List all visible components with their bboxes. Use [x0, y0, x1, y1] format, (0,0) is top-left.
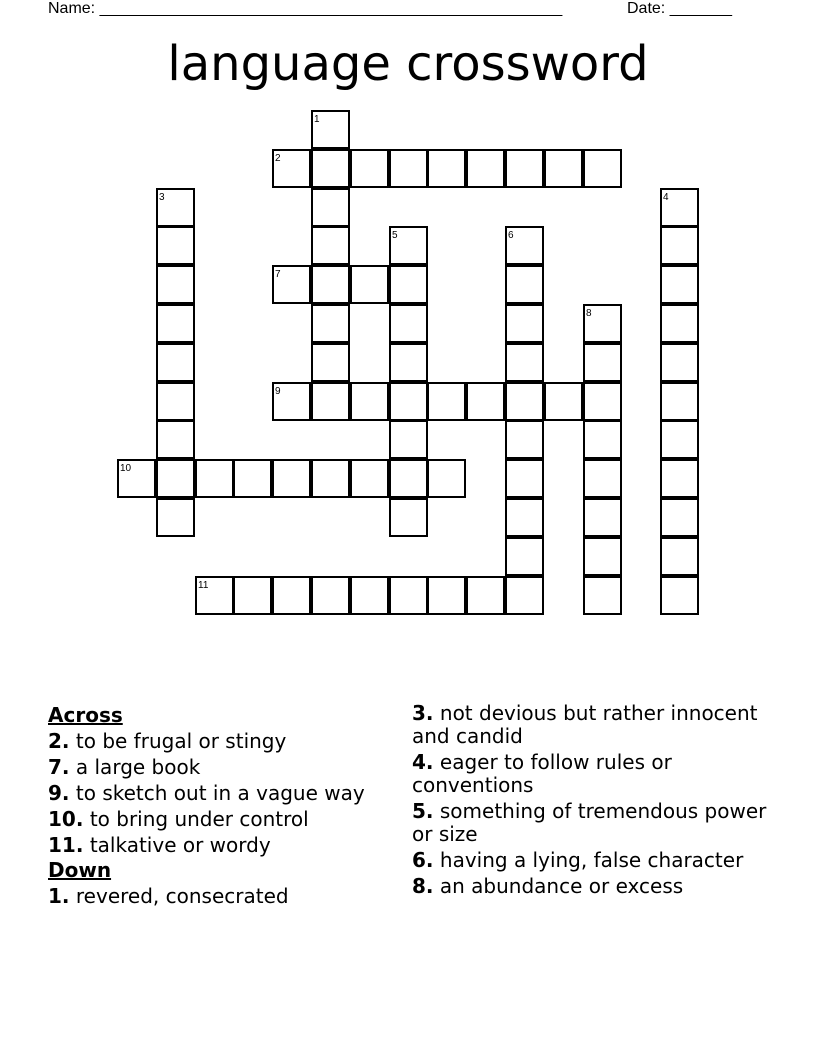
clue-number-label: 1 [314, 114, 320, 125]
crossword-cell[interactable] [583, 304, 622, 343]
crossword-cell[interactable] [156, 420, 195, 459]
crossword-cell[interactable] [466, 149, 505, 188]
name-field[interactable]: Name: ____________________________________________________ [48, 0, 563, 17]
clue-across-10: 10. to bring under control [48, 807, 309, 831]
crossword-cell[interactable] [583, 459, 622, 498]
clue-across-9: 9. to sketch out in a vague way [48, 781, 365, 805]
crossword-cell[interactable] [311, 459, 350, 498]
clue-down-6: 6. having a lying, false character [412, 848, 744, 872]
crossword-cell[interactable] [156, 265, 195, 304]
crossword-cell[interactable] [389, 304, 428, 343]
crossword-cell[interactable] [583, 498, 622, 537]
crossword-cell[interactable] [505, 382, 544, 421]
crossword-cell[interactable] [583, 343, 622, 382]
crossword-cell[interactable] [427, 576, 466, 615]
crossword-cell[interactable] [272, 459, 311, 498]
crossword-cell[interactable] [350, 382, 389, 421]
crossword-cell[interactable] [272, 265, 311, 304]
crossword-cell[interactable] [505, 576, 544, 615]
crossword-cell[interactable] [195, 459, 234, 498]
crossword-cell[interactable] [505, 537, 544, 576]
clue-number-label: 10 [120, 463, 132, 474]
crossword-cell[interactable] [544, 382, 583, 421]
clue-number-label: 3 [159, 192, 165, 203]
crossword-cell[interactable] [389, 459, 428, 498]
crossword-cell[interactable] [660, 537, 699, 576]
crossword-cell[interactable] [583, 382, 622, 421]
crossword-cell[interactable] [660, 265, 699, 304]
crossword-cell[interactable] [660, 382, 699, 421]
crossword-cell[interactable] [272, 149, 311, 188]
crossword-cell[interactable] [389, 498, 428, 537]
crossword-cell[interactable] [389, 265, 428, 304]
crossword-cell[interactable] [583, 149, 622, 188]
crossword-cell[interactable] [583, 537, 622, 576]
crossword-cell[interactable] [660, 459, 699, 498]
crossword-cell[interactable] [156, 343, 195, 382]
across-heading: Across [48, 703, 123, 727]
crossword-cell[interactable] [660, 498, 699, 537]
crossword-cell[interactable] [389, 226, 428, 265]
crossword-cell[interactable] [156, 226, 195, 265]
crossword-cell[interactable] [466, 576, 505, 615]
crossword-cell[interactable] [466, 382, 505, 421]
crossword-cell[interactable] [389, 420, 428, 459]
crossword-cell[interactable] [156, 459, 195, 498]
crossword-cell[interactable] [156, 498, 195, 537]
clue-across-2: 2. to be frugal or stingy [48, 729, 287, 753]
crossword-cell[interactable] [505, 149, 544, 188]
crossword-cell[interactable] [272, 382, 311, 421]
date-field[interactable]: Date: _______ [627, 0, 732, 17]
crossword-cell[interactable] [544, 149, 583, 188]
clue-number-label: 2 [275, 153, 281, 164]
clue-across-7: 7. a large book [48, 755, 201, 779]
clue-number-label: 6 [508, 230, 514, 241]
crossword-cell[interactable] [272, 576, 311, 615]
crossword-cell[interactable] [505, 265, 544, 304]
crossword-cell[interactable] [660, 226, 699, 265]
crossword-cell[interactable] [117, 459, 156, 498]
crossword-cell[interactable] [660, 304, 699, 343]
crossword-cell[interactable] [389, 149, 428, 188]
clue-across-11: 11. talkative or wordy [48, 833, 271, 857]
crossword-cell[interactable] [311, 188, 350, 227]
crossword-cell[interactable] [505, 304, 544, 343]
crossword-cell[interactable] [427, 382, 466, 421]
clue-number-label: 11 [198, 580, 209, 591]
clue-number-label: 9 [275, 386, 281, 397]
crossword-cell[interactable] [505, 420, 544, 459]
crossword-cell[interactable] [660, 188, 699, 227]
crossword-cell[interactable] [156, 304, 195, 343]
clue-number-label: 4 [663, 192, 669, 203]
clue-down-1: 1. revered, consecrated [48, 884, 289, 908]
crossword-cell[interactable] [505, 343, 544, 382]
crossword-cell[interactable] [505, 459, 544, 498]
crossword-cell[interactable] [505, 226, 544, 265]
clue-list-right [412, 702, 782, 898]
clue-down-3: 3. not devious but rather innocent and candid [412, 701, 758, 748]
crossword-cell[interactable] [233, 576, 272, 615]
crossword-cell[interactable] [311, 110, 350, 149]
clue-number-label: 8 [586, 308, 592, 319]
down-heading: Down [48, 858, 112, 882]
crossword-cell[interactable] [311, 576, 350, 615]
crossword-cell[interactable] [505, 498, 544, 537]
clue-number-label: 7 [275, 269, 281, 280]
clue-list-left [48, 702, 398, 908]
crossword-cell[interactable] [427, 149, 466, 188]
crossword-cell[interactable] [389, 576, 428, 615]
crossword-cell[interactable] [389, 343, 428, 382]
crossword-cell[interactable] [427, 459, 466, 498]
crossword-cell[interactable] [233, 459, 272, 498]
crossword-cell[interactable] [350, 576, 389, 615]
crossword-cell[interactable] [195, 576, 234, 615]
crossword-cell[interactable] [350, 265, 389, 304]
crossword-cell[interactable] [311, 265, 350, 304]
crossword-cell[interactable] [311, 226, 350, 265]
clue-down-5: 5. something of tremendous power or size [412, 799, 767, 846]
clue-number-label: 5 [392, 230, 398, 241]
crossword-cell[interactable] [311, 343, 350, 382]
crossword-cell[interactable] [660, 576, 699, 615]
crossword-cell[interactable] [311, 149, 350, 188]
page-title: language crossword [167, 36, 649, 92]
crossword-cell[interactable] [660, 420, 699, 459]
crossword-cell[interactable] [583, 576, 622, 615]
clue-down-4: 4. eager to follow rules or conventions [412, 750, 672, 797]
crossword-cell[interactable] [156, 188, 195, 227]
crossword-cell[interactable] [350, 459, 389, 498]
clue-down-8: 8. an abundance or excess [412, 874, 684, 898]
crossword-cell[interactable] [156, 382, 195, 421]
crossword-cell[interactable] [583, 420, 622, 459]
crossword-cell[interactable] [311, 304, 350, 343]
crossword-cell[interactable] [660, 343, 699, 382]
crossword-cell[interactable] [389, 382, 428, 421]
crossword-cell[interactable] [311, 382, 350, 421]
crossword-cell[interactable] [350, 149, 389, 188]
